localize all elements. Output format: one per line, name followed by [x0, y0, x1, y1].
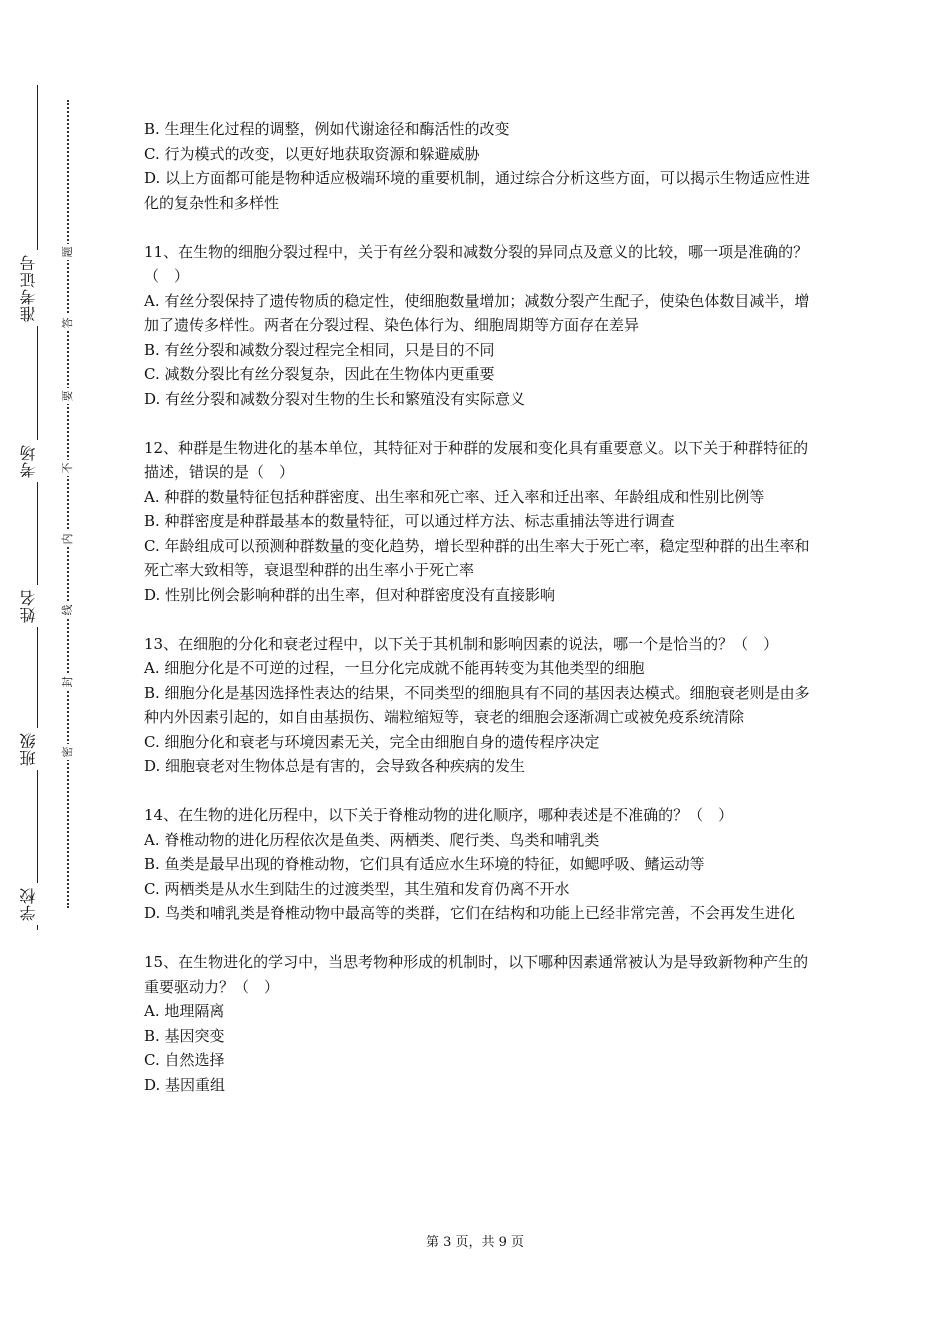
option-d: D. 有丝分裂和减数分裂对生物的生长和繁殖没有实际意义	[144, 389, 526, 408]
option-a: A. 细胞分化是不可逆的过程，一旦分化完成就不能再转变为其他类型的细胞	[144, 659, 645, 677]
option-c: C. 减数分裂比有丝分裂复杂，因此在生物体内更重要	[144, 365, 495, 383]
school-label: 学校	[20, 883, 54, 925]
option-b: B. 鱼类是最早出现的脊椎动物，它们具有适应水生环境的特征，如鳃呼吸、鳍运动等	[144, 855, 705, 873]
seal-char: 封	[61, 674, 75, 690]
option-c: C. 行为模式的改变，以更好地获取资源和躲避威胁	[144, 144, 480, 163]
option-d: D. 以上方面都可能是物种适应极端环境的重要机制，通过综合分析这些方面，可以揭示生物适应性进化的复杂性和多样性	[144, 169, 811, 212]
exam-room-label: 考场	[20, 440, 54, 482]
option-c: C. 两栖类是从水生到陆生的过渡类型，其生殖和发育仍离不开水	[144, 879, 570, 898]
seal-char: 密	[61, 744, 75, 760]
option-a: A. 有丝分裂保持了遗传物质的稳定性，使细胞数量增加；减数分裂产生配子，使染色体数目减半，增加了遗传多样性。两者在分裂过程、染色体行为、细胞周期等方面存在差异	[144, 291, 810, 334]
option-d: D. 鸟类和哺乳类是脊椎动物中最高等的类群，它们在结构和功能上已经非常完善，不会再发生进化	[144, 904, 796, 922]
option-b: B. 基因突变	[144, 1026, 225, 1045]
option-b: B. 种群密度是种群最基本的数量特征，可以通过样方法、标志重捕法等进行调查	[144, 512, 675, 530]
question-15	[144, 950, 814, 1097]
option-b: B. 有丝分裂和减数分裂过程完全相同，只是目的不同	[144, 340, 495, 359]
option-d: D. 细胞衰老对生物体总是有害的，会导致各种疾病的发生	[144, 757, 526, 775]
option-a: A. 地理隔离	[144, 1002, 225, 1020]
option-a: A. 脊椎动物的进化历程依次是鱼类、两栖类、爬行类、鸟类和哺乳类	[144, 830, 600, 849]
question-stem: 15、在生物进化的学习中，当思考物种形成的机制时，以下哪种因素通常被认为是导致新物种产生的重要驱动力？（ ）	[144, 953, 809, 996]
seal-char: 要	[61, 388, 75, 404]
seal-char: 线	[61, 602, 75, 618]
option-d: D. 基因重组	[144, 1075, 226, 1094]
binding-line	[37, 85, 38, 930]
seal-dotted-line	[67, 100, 69, 908]
seal-char: 不	[61, 460, 75, 476]
option-d: D. 性别比例会影响种群的出生率，但对种群密度没有直接影响	[144, 585, 556, 604]
question-11	[144, 240, 814, 412]
page-number: 第 3 页，共 9 页	[425, 1235, 525, 1250]
seal-char: 答	[61, 315, 75, 331]
option-b: B. 生理生化过程的调整，例如代谢途径和酶活性的改变	[144, 120, 510, 138]
option-c: C. 自然选择	[144, 1051, 225, 1069]
option-c: C. 细胞分化和衰老与环境因素无关，完全由细胞自身的遗传程序决定	[144, 732, 600, 751]
option-a: A. 种群的数量特征包括种群密度、出生率和死亡率、迁入率和迁出率、年龄组成和性别比例等	[144, 487, 765, 506]
seal-char: 题	[61, 244, 75, 260]
question-stem: 11、在生物的细胞分裂过程中，关于有丝分裂和减数分裂的异同点及意义的比较，哪一项是准确的？（ ）	[144, 242, 809, 285]
exam-number-label: 准考证号	[20, 250, 54, 326]
question-content	[144, 117, 814, 1097]
previous-question-continuation	[144, 117, 814, 215]
question-stem: 12、种群是生物进化的基本单位，其特征对于种群的发展和变化具有重要意义。以下关于种群特征的描述，错误的是（ ）	[144, 438, 809, 481]
question-stem: 14、在生物的进化历程中，以下关于脊椎动物的进化顺序，哪种表述是不准确的？（ ）	[144, 806, 734, 824]
option-b: B. 细胞分化是基因选择性表达的结果，不同类型的细胞具有不同的基因表达模式。细胞衰老则是由多种内外因素引起的，如自由基损伤、端粒缩短等，衰老的细胞会逐渐凋亡或被免疫系统清除	[144, 683, 810, 726]
question-stem: 13、在细胞的分化和衰老过程中，以下关于其机制和影响因素的说法，哪一个是恰当的？（ ）	[144, 634, 779, 653]
question-13	[144, 632, 814, 779]
class-label: 班级	[20, 728, 54, 770]
name-label: 姓名	[20, 585, 54, 627]
question-14	[144, 803, 814, 926]
question-12	[144, 436, 814, 608]
option-c: C. 年龄组成可以预测种群数量的变化趋势，增长型种群的出生率大于死亡率，稳定型种群的出生率和死亡率大致相等，衰退型种群的出生率小于死亡率	[144, 536, 810, 579]
seal-char: 内	[61, 531, 75, 547]
